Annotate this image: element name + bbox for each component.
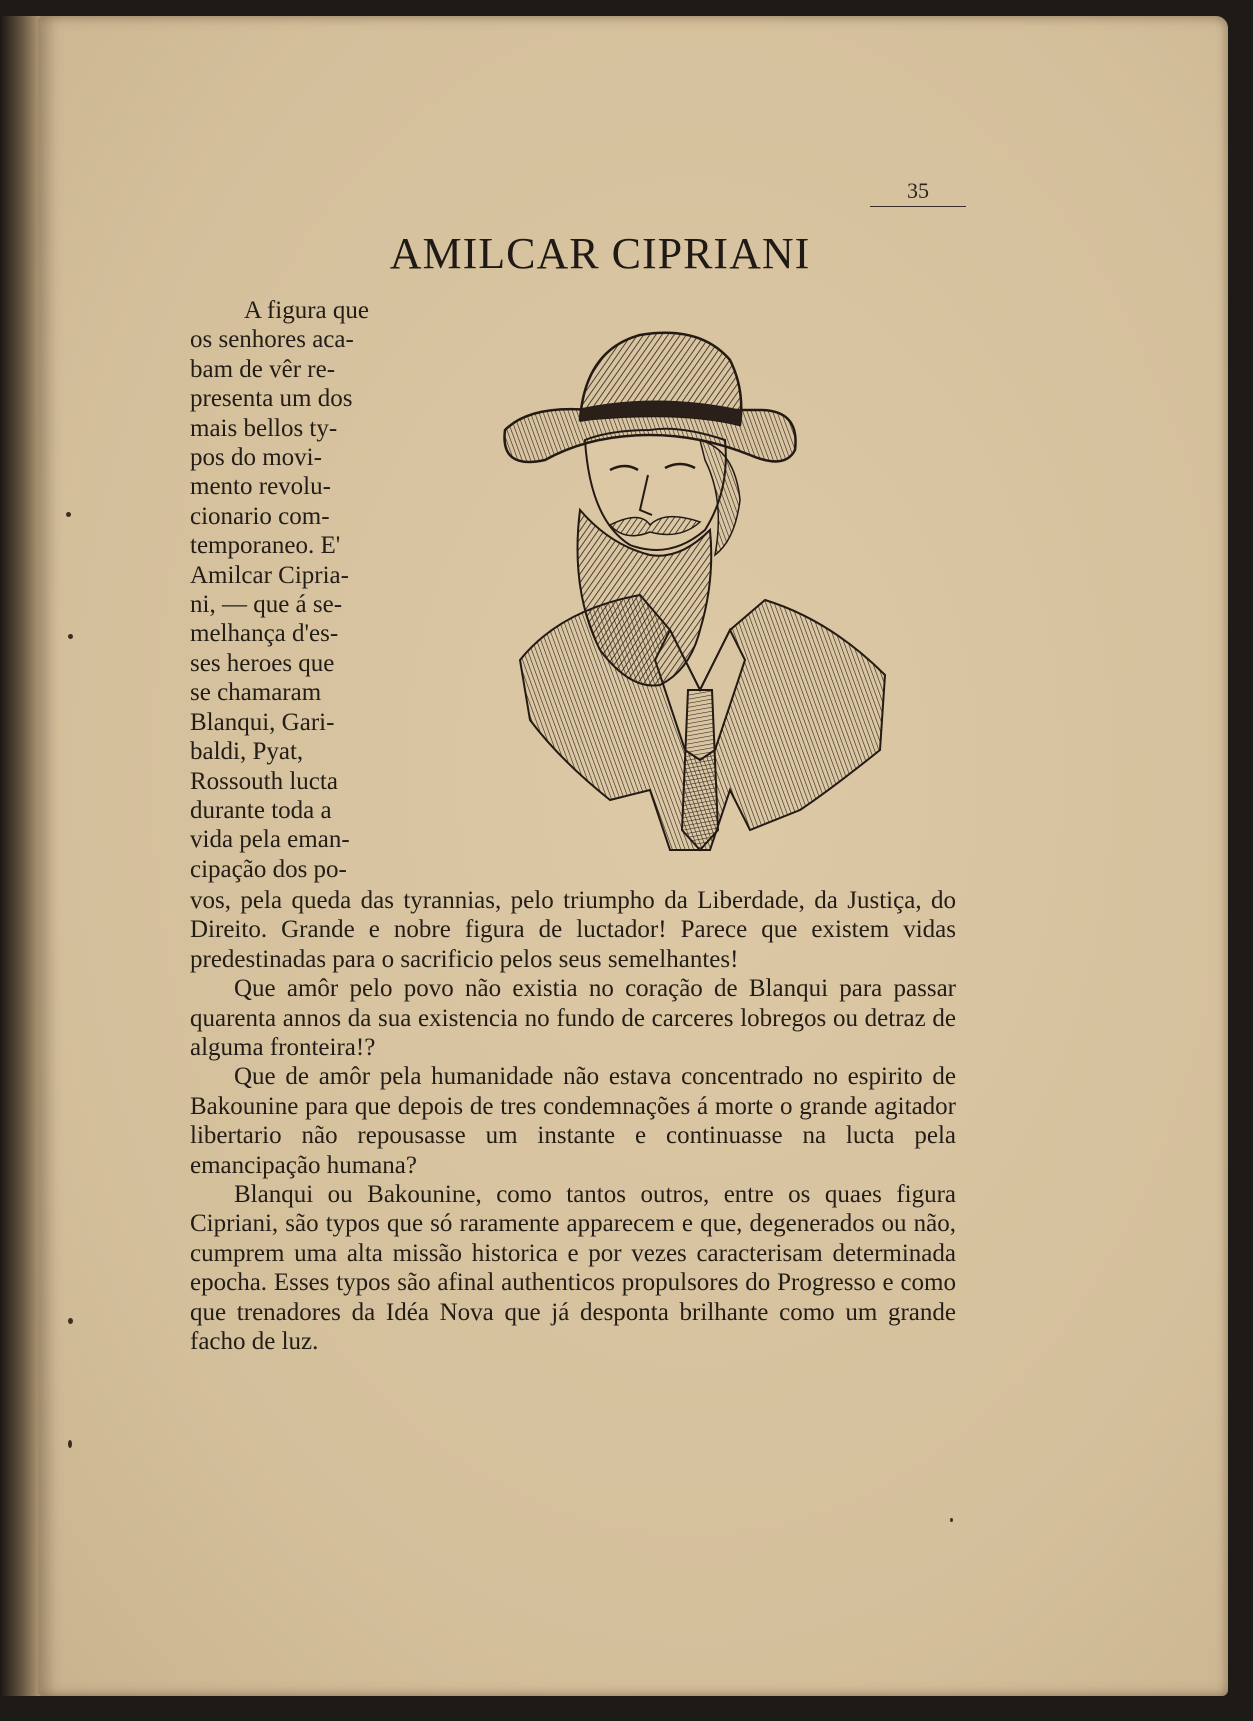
ink-speck	[950, 1518, 953, 1522]
text-line: Blanqui, Gari-	[190, 708, 335, 736]
portrait-engraving-icon	[500, 330, 900, 860]
text-line: ni, — que á se-	[190, 591, 343, 619]
text-line: pos do movi-	[190, 444, 322, 472]
paragraph: Que amôr pelo povo não existia no coração de Blanqui para passar quarenta annos da sua existencia no fundo de carceres lobregos ou detraz de alguma fronteira!?	[190, 975, 956, 1062]
text-line: mento revolu-	[190, 473, 331, 501]
text-line: vida pela eman-	[190, 826, 350, 854]
paragraph: Blanqui ou Bakounine, como tantos outros, entre os quaes figura Cipriani, são typos que só raramente apparecem e que, degenerados ou não, cumprem uma alta missão historica e por vezes caracterisam determinada epocha. Esses typos são afinal authenticos propulsores do Progresso e como que trenadores da Idéa Nova que já desponta brilhante como um grande facho de luz.	[190, 1181, 956, 1356]
text-line: os senhores aca-	[190, 326, 354, 354]
paragraph: Que de amôr pela humanidade não estava concentrado no espirito de Bakounine para que depois de tres condemnações á morte o grande agitador libertario não repousasse um instante e continuasse na lucta pela emancipação humana?	[190, 1063, 956, 1179]
text-line: cionario com-	[190, 502, 330, 530]
text-line: ses heroes que	[190, 649, 335, 677]
ink-speck	[66, 512, 71, 517]
text-line: presenta um dos	[190, 385, 353, 413]
page-number: 35	[870, 178, 966, 207]
text-line: temporaneo. E'	[190, 532, 341, 560]
text-line: melhança d'es-	[190, 620, 339, 648]
ink-speck	[68, 1440, 72, 1448]
text-line: durante toda a	[190, 796, 332, 824]
article-title: AMILCAR CIPRIANI	[389, 229, 811, 278]
ink-speck	[68, 634, 73, 639]
wrapped-text-column	[190, 296, 402, 884]
text-line: bam de vêr re-	[190, 355, 336, 383]
text-line: Amilcar Cipria-	[190, 561, 349, 589]
article-body	[190, 886, 956, 1357]
ink-speck	[68, 1318, 73, 1324]
text-line: cipação dos po-	[190, 855, 347, 883]
text-line: baldi, Pyat,	[190, 738, 304, 766]
text-line: se chamaram	[190, 679, 322, 707]
paragraph: vos, pela queda das tyrannias, pelo triumpho da Liberdade, da Justiça, do Direito. Grande e nobre figura de luctador! Parece que existem vidas predestinadas para o sacrificio pelos seus semelhantes!	[190, 887, 956, 973]
text-line: mais bellos ty-	[190, 414, 338, 442]
text-line: Rossouth lucta	[190, 767, 338, 795]
text-line: A figura que	[244, 297, 369, 324]
binding-gutter	[0, 16, 42, 1696]
